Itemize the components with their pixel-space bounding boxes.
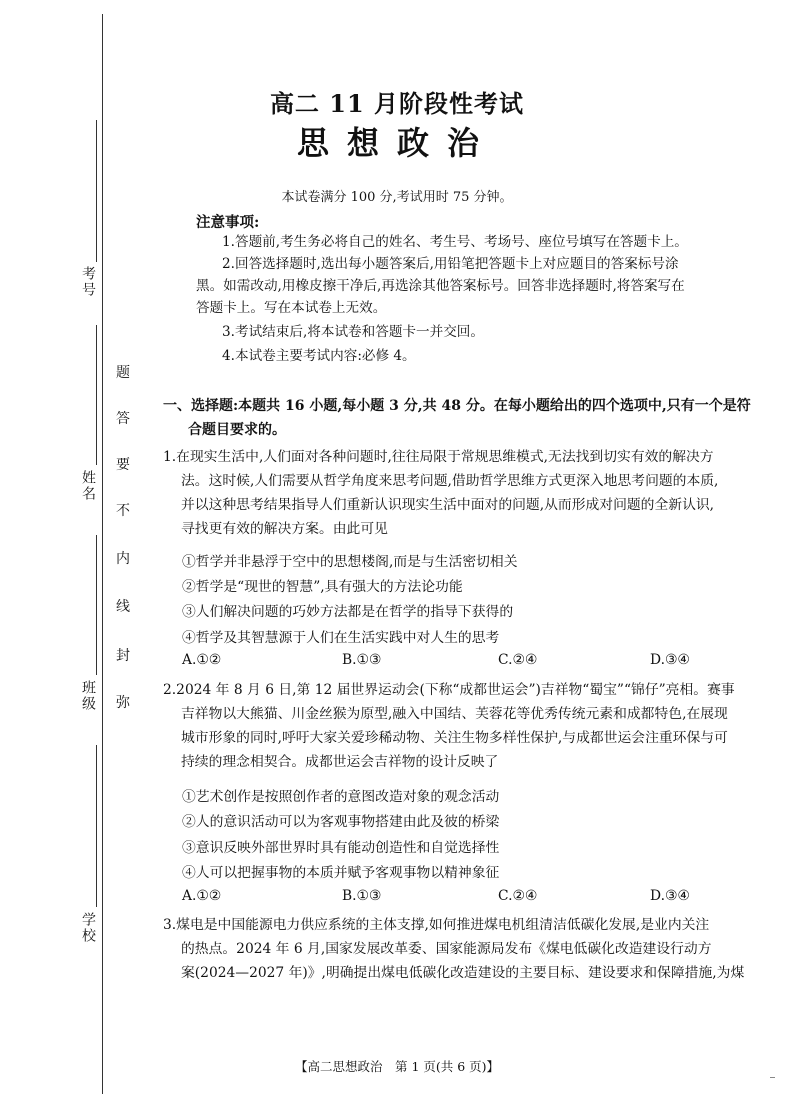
name-line — [96, 325, 97, 465]
choice-c: C.②④ — [498, 652, 538, 668]
seal-char: 要 — [116, 457, 130, 473]
stem-line: 的热点。2024 年 6 月,国家发展改革委、国家能源局发布《煤电低碳化改造建设行动方 — [181, 941, 712, 957]
seal-char: 内 — [116, 551, 130, 567]
notice-item: 3.考试结束后,将本试卷和答题卡一并交回。 — [222, 324, 484, 340]
question-1-stem — [163, 445, 775, 541]
seal-char: 答 — [116, 411, 130, 427]
question-2-stem — [163, 678, 775, 774]
statement: ③人们解决问题的巧妙方法都是在哲学的指导下获得的 — [182, 604, 514, 620]
choice-b: B.①③ — [342, 888, 382, 904]
binding-rule — [102, 14, 103, 1094]
choice-c: C.②④ — [498, 888, 538, 904]
stem-line: 3.煤电是中国能源电力供应系统的主体支撑,如何推进煤电机组清洁低碳化发展,是业内关注 — [163, 917, 710, 933]
section-heading — [163, 394, 775, 442]
notice-item: 1.答题前,考生务必将自己的姓名、考生号、考场号、座位号填写在答题卡上。 — [222, 234, 688, 250]
name-label: 姓名 — [80, 470, 96, 502]
stem-line: 1.在现实生活中,人们面对各种问题时,往往局限于常规思维模式,无法找到切实有效的解决方 — [163, 449, 714, 465]
exam-info: 本试卷满分 100 分,考试用时 75 分钟。 — [281, 190, 513, 205]
statement: ①哲学并非悬浮于空中的思想楼阁,而是与生活密切相关 — [182, 554, 518, 570]
seal-char: 弥 — [116, 695, 130, 711]
statement: ④哲学及其智慧源于人们在生活实践中对人生的思考 — [182, 630, 500, 646]
statement: ④人可以把握事物的本质并赋予客观事物以精神象征 — [182, 865, 500, 881]
class-label: 班级 — [80, 680, 96, 712]
choice-a: A.①② — [182, 652, 222, 668]
stem-line: 案(2024—2027 年)》,明确提出煤电低碳化改造建设的主要目标、建设要求和保障措施,为煤 — [181, 965, 745, 981]
seal-char: 题 — [116, 365, 130, 381]
choice-b: B.①③ — [342, 652, 382, 668]
notice-heading: 注意事项: — [196, 214, 260, 231]
seal-char: 不 — [116, 503, 130, 519]
stem-line: 城市形象的同时,呼吁大家关爱珍稀动物、关注生物多样性保护,与成都世运会注重环保与可 — [181, 730, 728, 746]
stem-line: 法。这时候,人们需要从哲学角度来思考问题,借助哲学思维方式更深入地思考问题的本质, — [181, 473, 719, 489]
school-label: 学校 — [80, 912, 96, 944]
statement: ②哲学是“现世的智慧”,具有强大的方法论功能 — [182, 579, 463, 595]
stem-line: 并以这种思考结果指导人们重新认识现实生活中面对的问题,从而形成对问题的全新认识, — [181, 497, 715, 513]
statement: ③意识反映外部世界时具有能动创造性和自觉选择性 — [182, 840, 500, 856]
choice-d: D.③④ — [650, 652, 690, 668]
notice-item: 答题卡上。写在本试卷上无效。 — [196, 300, 387, 316]
choice-d: D.③④ — [650, 888, 690, 904]
scan-mark — [770, 1077, 775, 1078]
class-line — [96, 535, 97, 675]
stem-line: 吉祥物以大熊猫、川金丝猴为原型,融入中国结、芙蓉花等优秀传统元素和成都特色,在展现 — [181, 706, 728, 722]
notice-item: 4.本试卷主要考试内容:必修 4。 — [222, 348, 416, 364]
seal-char: 封 — [116, 648, 130, 664]
section-heading-line: 一、选择题:本题共 16 小题,每小题 3 分,共 48 分。在每小题给出的四个选项中,只有一个是符 — [163, 398, 751, 414]
subject-title: 思想政治 — [296, 124, 497, 162]
choice-a: A.①② — [182, 888, 222, 904]
stem-line: 持续的理念相契合。成都世运会吉祥物的设计反映了 — [181, 754, 499, 770]
page-footer: 【高二思想政治 第 1 页(共 6 页)】 — [294, 1059, 500, 1074]
seal-char: 线 — [116, 599, 130, 615]
statement: ①艺术创作是按照创作者的意图改造对象的观念活动 — [182, 789, 500, 805]
statement: ②人的意识活动可以为客观事物搭建由此及彼的桥梁 — [182, 814, 500, 830]
exam-no-label: 考号 — [80, 266, 96, 298]
stem-line: 寻找更有效的解决方案。由此可见 — [181, 521, 388, 537]
notice-item: 2.回答选择题时,选出每小题答案后,用铅笔把答题卡上对应题目的答案标号涂 — [222, 256, 679, 272]
section-heading-line: 合题目要求的。 — [188, 422, 286, 438]
exam-title: 高二 11 月阶段性考试 — [269, 89, 525, 118]
notice-item: 黑。如需改动,用橡皮擦干净后,再选涂其他答案标号。回答非选择题时,将答案写在 — [196, 278, 685, 294]
school-line — [96, 745, 97, 907]
stem-line: 2.2024 年 8 月 6 日,第 12 届世界运动会(下称“成都世运会”)吉祥物“蜀宝”“锦仔”亮相。赛事 — [163, 682, 735, 698]
question-3-stem — [163, 913, 775, 985]
